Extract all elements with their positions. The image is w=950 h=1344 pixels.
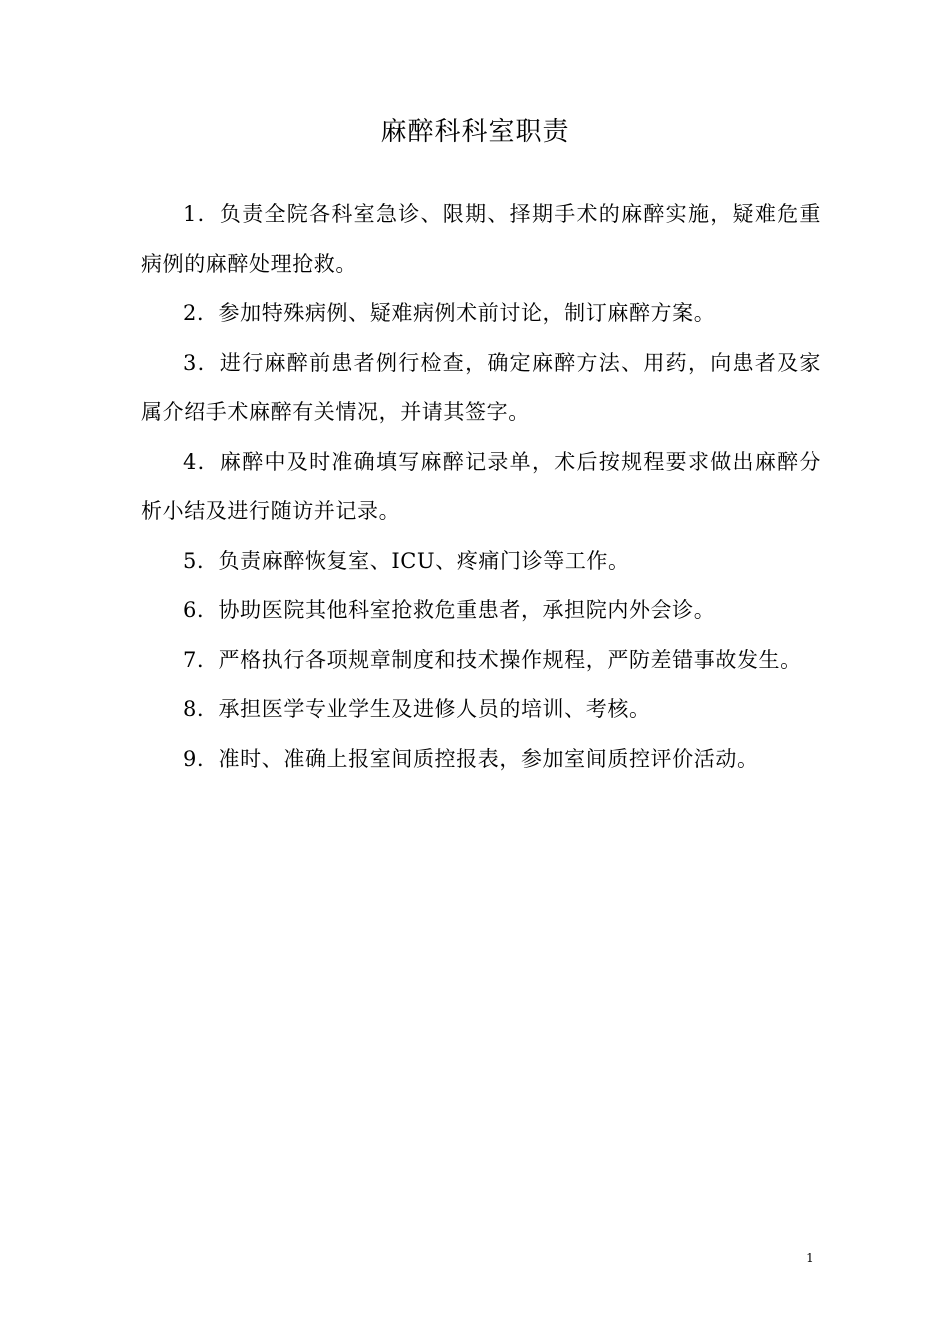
duty-item-9: 9．准时、准确上报室间质控报表，参加室间质控评价活动。 — [183, 746, 759, 771]
duty-item-4: 4．麻醉中及时准确填写麻醉记录单，术后按规程要求做出麻醉分析小结及进行随访并记录。 — [141, 449, 821, 523]
duty-item-1: 1．负责全院各科室急诊、限期、择期手术的麻醉实施，疑难危重病例的麻醉处理抢救。 — [141, 202, 821, 276]
document-title: 麻醉科科室职责 — [380, 117, 570, 147]
duty-item-8: 8．承担医学专业学生及进修人员的培训、考核。 — [183, 697, 651, 721]
duty-item-5: 5．负责麻醉恢复室、ICU、疼痛门诊等工作。 — [183, 548, 630, 573]
duty-list — [141, 190, 821, 784]
duty-item-3: 3．进行麻醉前患者例行检查，确定麻醉方法、用药，向患者及家属介绍手术麻醉有关情况，并请其签字。 — [141, 350, 821, 424]
duty-item-2: 2．参加特殊病例、疑难病例术前讨论，制订麻醉方案。 — [183, 301, 716, 325]
duty-item-7: 7．严格执行各项规章制度和技术操作规程，严防差错事故发生。 — [183, 647, 802, 672]
page-number: 1 — [806, 1251, 814, 1265]
duty-item-6: 6．协助医院其他科室抢救危重患者，承担院内外会诊。 — [183, 598, 716, 622]
